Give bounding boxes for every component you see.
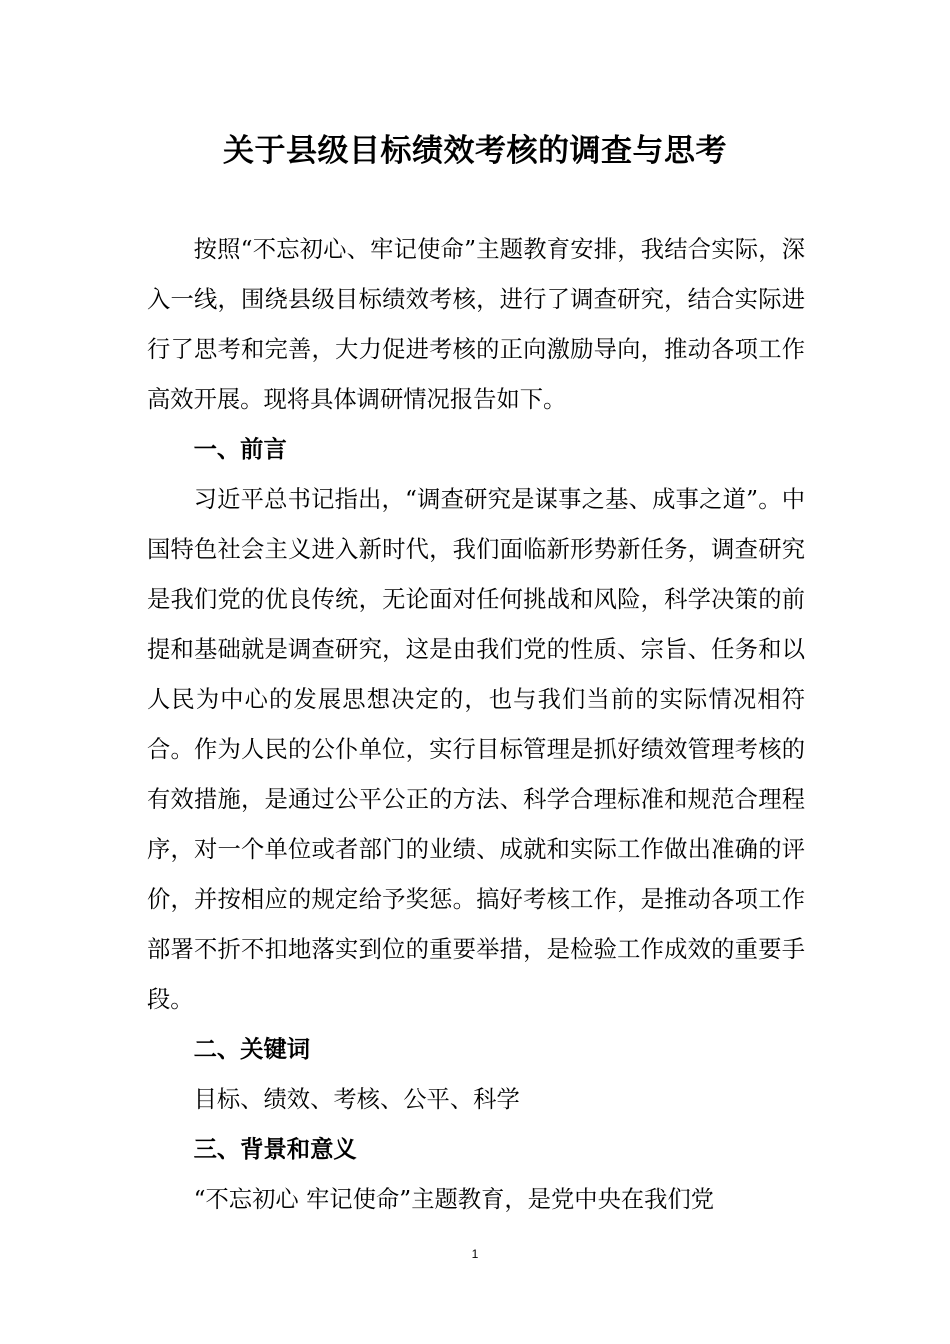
section-heading-background: 三、背景和意义 [193, 1136, 357, 1163]
section-paragraph-preface: 习近平总书记指出，“调查研究是谋事之基、成事之道”。中国特色社会主义进入新时代，我们面临新形势新任务，调查研究是我们党的优良传统，无论面对任何挑战和风险，科学决策的前提和基础就是调查研究，这是由我们党的性质、宗旨、任务和以人民为中心的发展思想决定的，也与我们当前的实际情况相符合。作为人民的公仆单位，实行目标管理是抓好绩效管理考核的有效措施，是通过公平公正的方法、科学合理标准和规范合理程序，对一个单位或者部门的业绩、成就和实际工作做出准确的评价，并按相应的规定给予奖惩。搞好考核工作，是推动各项工作部署不折不扣地落实到位的重要举措，是检验工作成效的重要手段。 [147, 486, 805, 1013]
section-heading-preface: 一、前言 [193, 436, 287, 463]
section-paragraph-background: “不忘初心 牢记使命”主题教育，是党中央在我们党 [193, 1186, 715, 1213]
section-heading-keywords: 二、关键词 [193, 1036, 311, 1063]
keywords-line: 目标、绩效、考核、公平、科学 [193, 1086, 520, 1113]
page-number: 1 [471, 1247, 479, 1261]
intro-paragraph: 按照“不忘初心、牢记使命”主题教育安排，我结合实际，深入一线，围绕县级目标绩效考核，进行了调查研究，结合实际进行了思考和完善，大力促进考核的正向激励导向，推动各项工作高效开展。现将具体调研情况报告如下。 [147, 236, 805, 413]
document-title: 关于县级目标绩效考核的调查与思考 [223, 133, 727, 169]
document-body [147, 225, 805, 1225]
